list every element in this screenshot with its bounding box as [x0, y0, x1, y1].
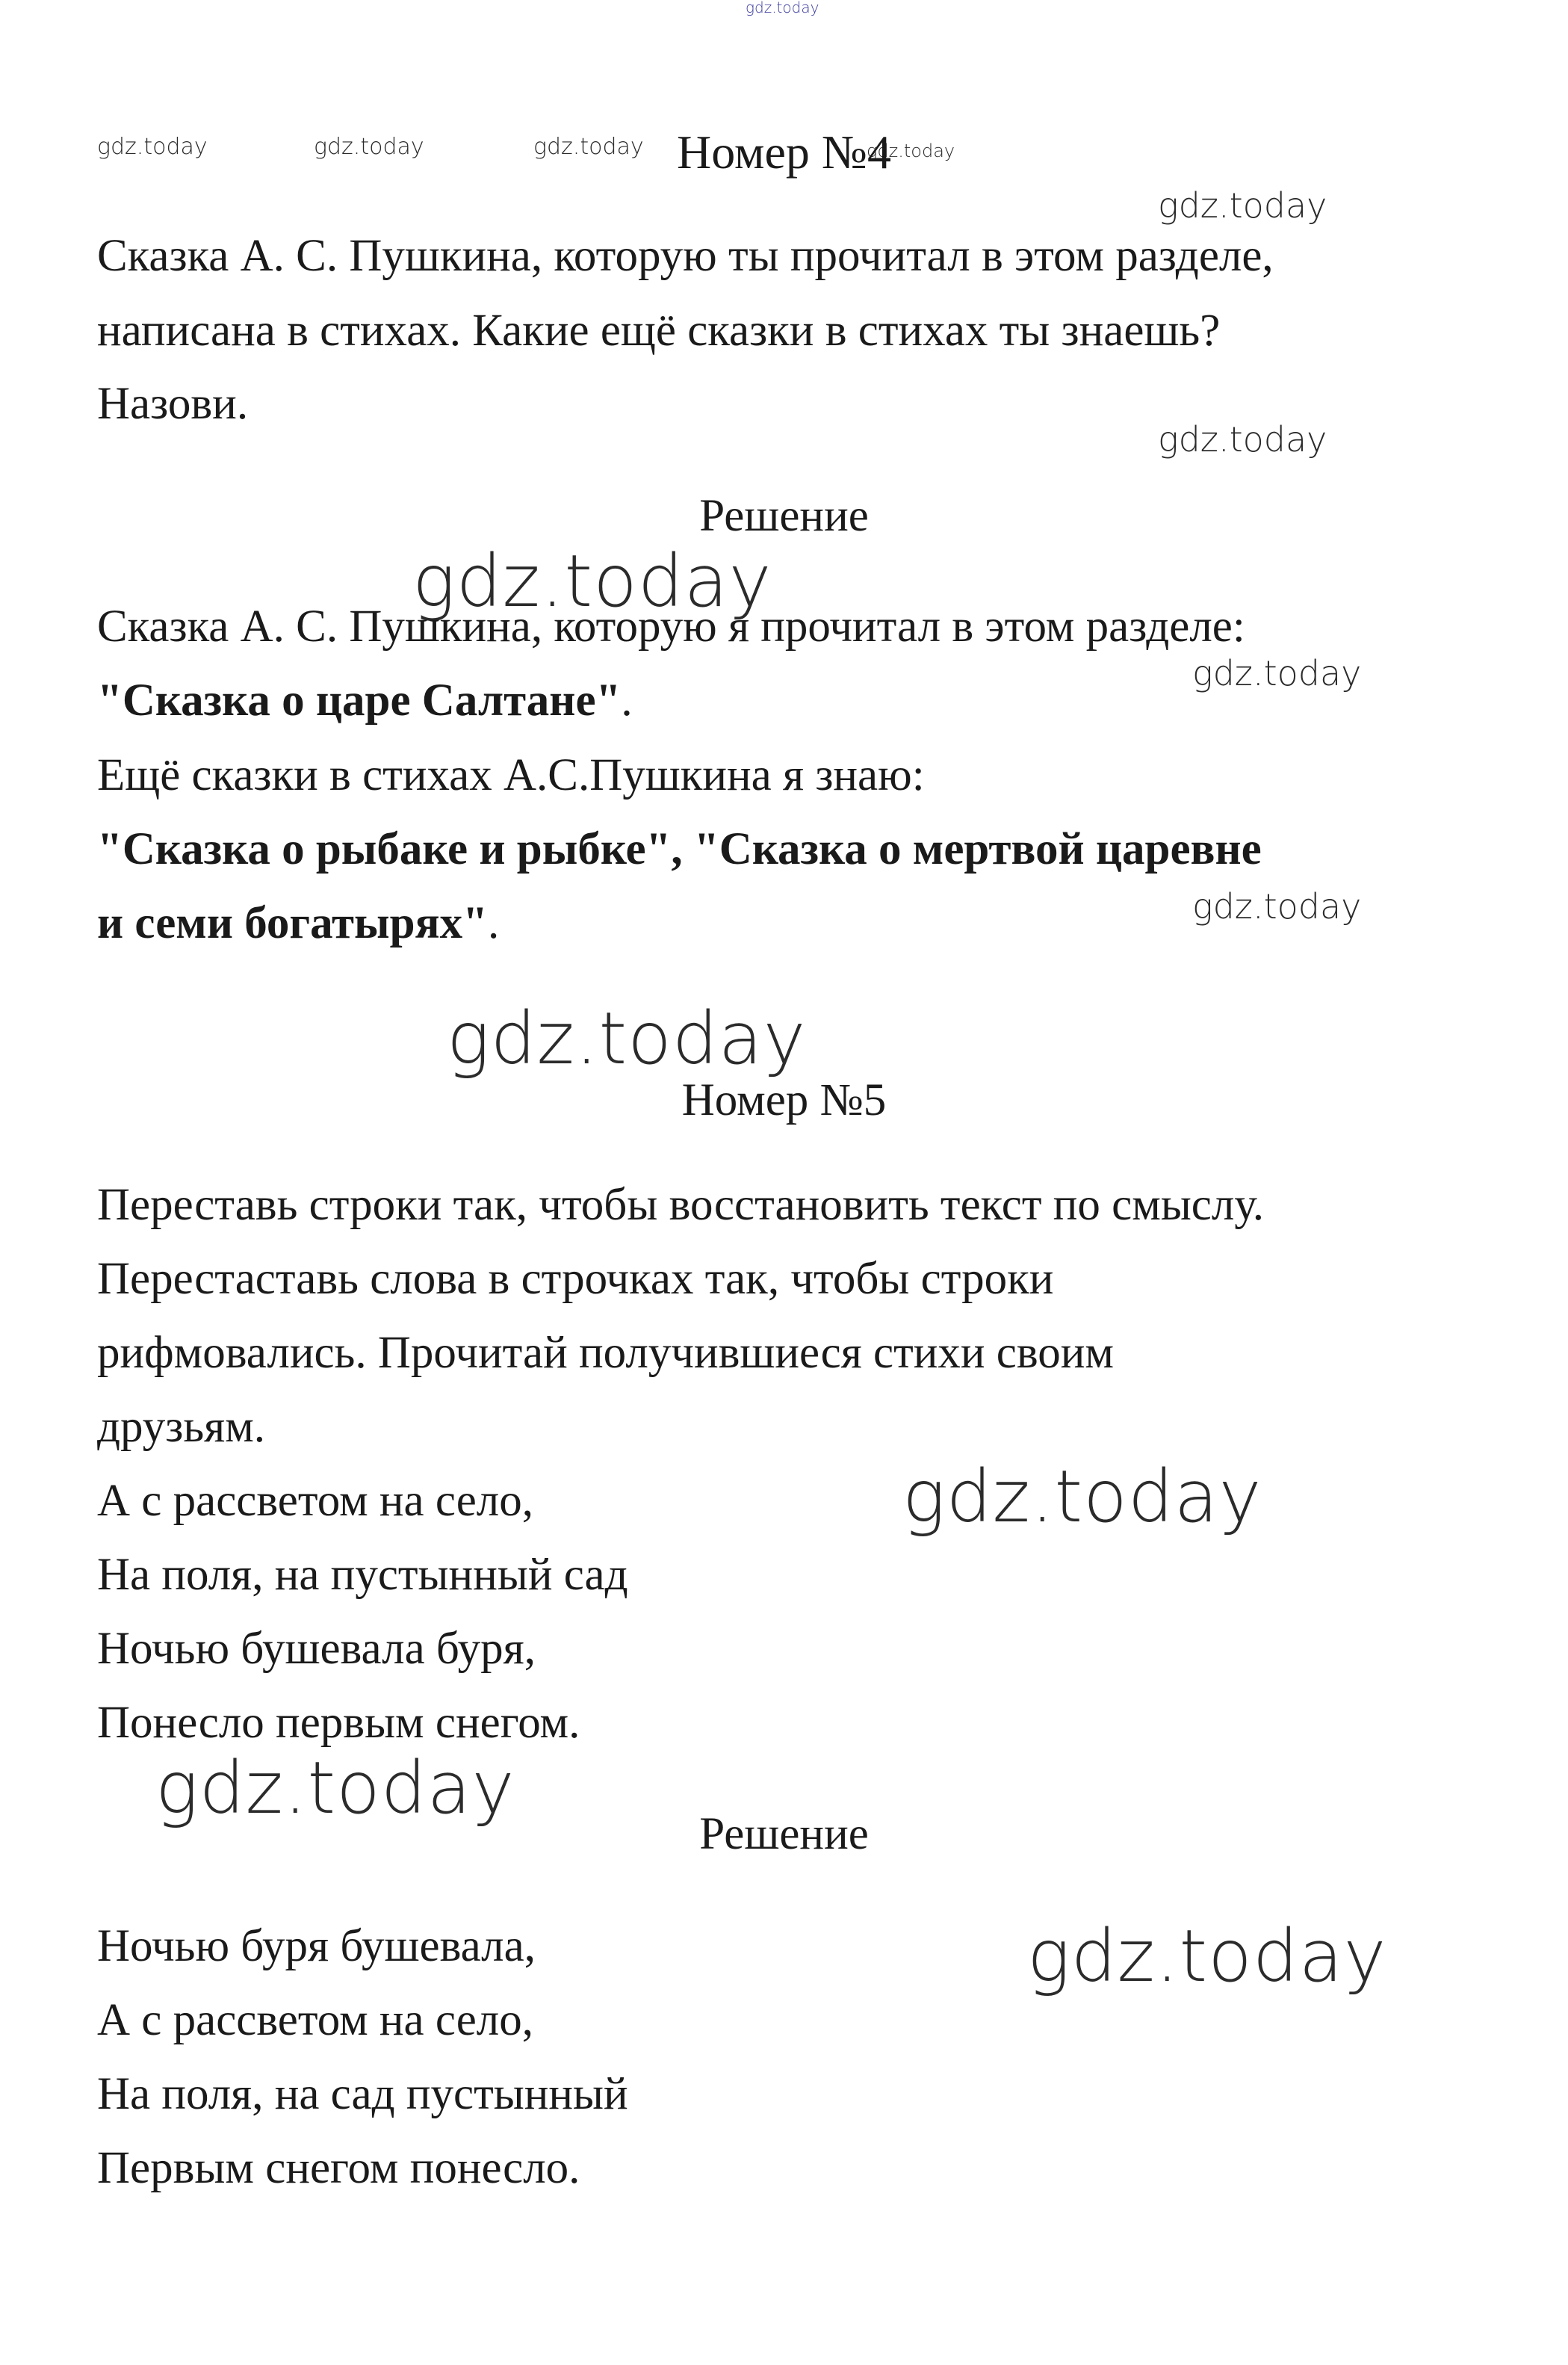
watermark: gdz.today	[533, 134, 644, 160]
task4-heading: Номер №4	[677, 126, 891, 179]
period: .	[621, 676, 633, 726]
task4-question-line: Сказка А. С. Пушкина, которую ты прочитал в этом разделе,	[97, 231, 1274, 281]
watermark: gdz.today	[314, 134, 424, 160]
watermark: gdz.today	[746, 0, 819, 16]
task5-solution-label: Решение	[699, 1809, 869, 1859]
watermark: gdz.today	[867, 140, 955, 161]
task4-question-line: Назови.	[97, 379, 249, 429]
task5-question-line: рифмовались. Прочитай получившиеся стихи своим	[97, 1328, 1115, 1378]
task5-answer-line: Первым снегом понесло.	[97, 2143, 580, 2193]
watermark: gdz.today	[155, 1746, 515, 1830]
task5-question-line: друзьям.	[97, 1402, 266, 1452]
task5-answer-line: На поля, на сад пустынный	[97, 2069, 628, 2119]
task5-question-line: Переставь строки так, чтобы восстановить текст по смыслу.	[97, 1180, 1264, 1230]
task4-answer-line: Сказка А. С. Пушкина, которую я прочитал в этом разделе:	[97, 602, 1245, 652]
task4-answer-title: "Сказка о царе Салтане"	[97, 676, 622, 726]
task4-solution-label: Решение	[699, 491, 869, 541]
watermark: gdz.today	[1027, 1914, 1387, 1998]
task4-answer-line	[97, 676, 633, 726]
task4-answer-titles: "Сказка о рыбаке и рыбке", "Сказка о мертвой царевне	[97, 824, 1262, 874]
watermark: gdz.today	[97, 134, 208, 160]
task4-answer-line	[97, 826, 1262, 872]
task4-answer-line: Ещё сказки в стихах А.С.Пушкина я знаю:	[97, 750, 925, 800]
task5-answer-line: Ночью буря бушевала,	[97, 1921, 536, 1971]
task5-answer-line: А с рассветом на село,	[97, 1995, 533, 2045]
task5-poem-line: На поля, на пустынный сад	[97, 1550, 628, 1600]
task5-heading: Номер №5	[681, 1075, 887, 1125]
watermark: gdz.today	[447, 997, 807, 1081]
period: .	[487, 898, 500, 948]
watermark: gdz.today	[1158, 185, 1327, 226]
watermark: gdz.today	[1158, 419, 1327, 460]
task4-question-line: написана в стихах. Какие ещё сказки в стихах ты знаешь?	[97, 306, 1221, 356]
watermark: gdz.today	[902, 1455, 1262, 1539]
task5-question-line: Перестаставь слова в строчках так, чтобы строки	[97, 1254, 1054, 1304]
watermark: gdz.today	[1192, 886, 1362, 927]
watermark: gdz.today	[1192, 653, 1362, 693]
task4-answer-line	[97, 900, 499, 946]
task5-poem-line: А с рассветом на село,	[97, 1476, 533, 1526]
watermark: gdz.today	[412, 540, 772, 623]
task5-poem-line: Понесло первым снегом.	[97, 1698, 580, 1748]
task5-poem-line: Ночью бушевала буря,	[97, 1624, 536, 1674]
task4-answer-titles: и семи богатырях"	[97, 898, 488, 948]
